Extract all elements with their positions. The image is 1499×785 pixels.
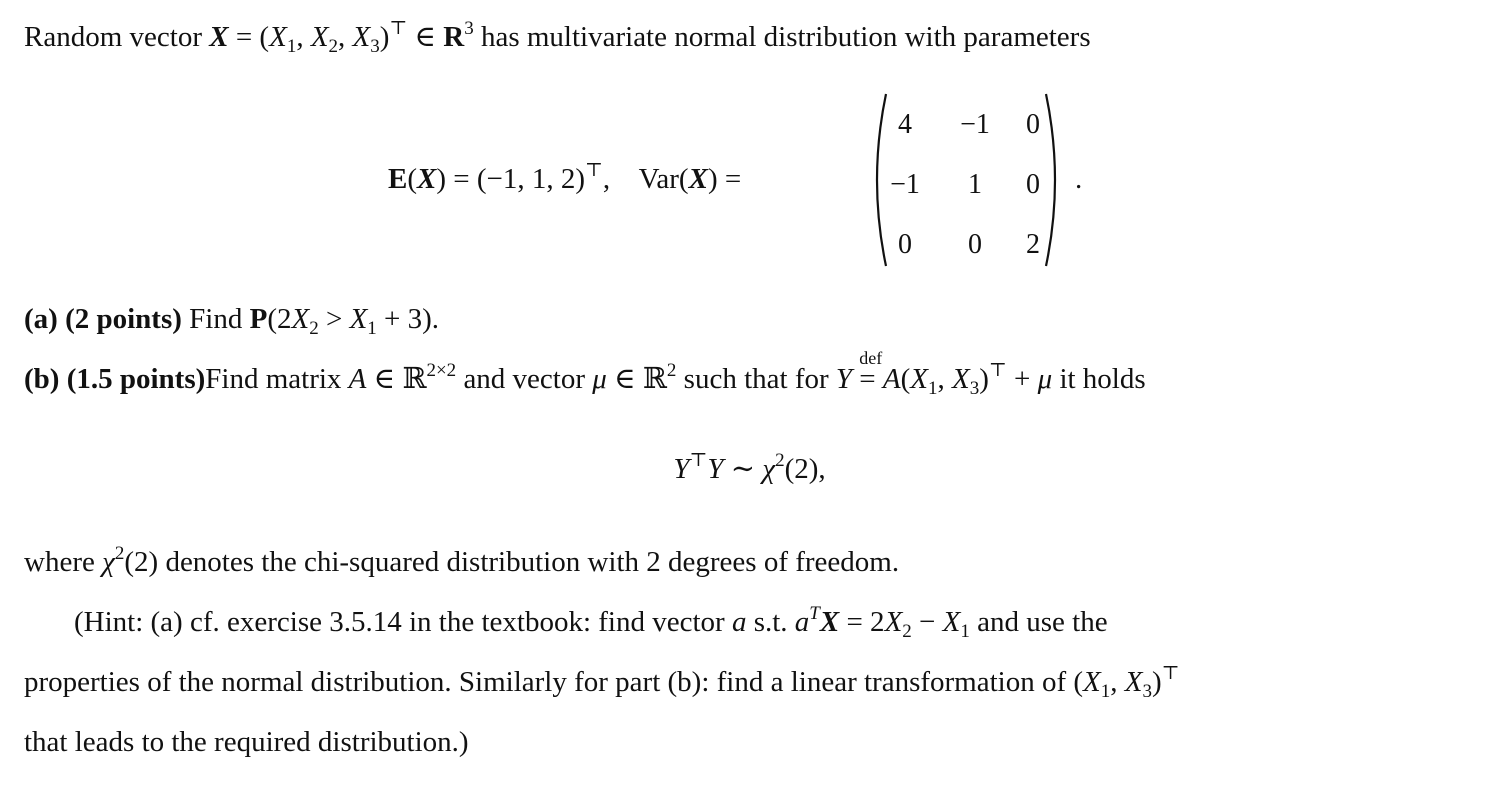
- matrix-cell: 1: [968, 169, 982, 200]
- part-a-label: (a): [24, 303, 58, 335]
- matrix-cell: 2: [1026, 229, 1040, 260]
- matrix-cell: 0: [898, 229, 912, 260]
- variance-label: Var: [638, 163, 679, 195]
- chi-squared-equation: Y⊤Y ∼ $\chi^2(2)$,: [673, 450, 826, 485]
- def-symbol: def: [859, 348, 883, 368]
- intro-text-2: has multivariate normal distribution with parameters: [480, 21, 1091, 53]
- matrix-cell: 0: [968, 229, 982, 260]
- intro-text-1: Random vector: [24, 21, 210, 53]
- matrix-cell: 0: [1026, 169, 1040, 200]
- part-b-label: (b): [24, 363, 60, 395]
- matrix-cell: 0: [1026, 109, 1040, 140]
- part-b: (b) (1.5 points)Find matrix A ∈ ℝ$^{2\times 2}$ and vector μ ∈ ℝ$^2$ such that for Y def = $A(X_1$, $X_3)^⊤ + \mu$ it holds: [24, 348, 1146, 399]
- matrix-cell: −1: [960, 109, 990, 140]
- expectation-label: E: [388, 163, 408, 195]
- covariance-matrix: [866, 92, 1066, 268]
- matrix-cell: 4: [898, 109, 912, 140]
- intro-line: Random vector $X = (X_1$, $X_2$, $X_3)^⊤$ ∈ $R^3$ has multivariate normal distribution with parameters: [24, 18, 1091, 57]
- part-a-text: Find: [181, 303, 250, 335]
- matrix-cell: −1: [890, 169, 920, 200]
- hint-line-3: that leads to the required distribution.): [24, 726, 469, 758]
- mean-vector: (−1, 1, 2): [476, 163, 586, 195]
- part-a: (a) (2 points) Find $P(2X_2 > X_1 + 3)$.: [24, 303, 440, 339]
- hint-line-1: (Hint: (a) cf. exercise 3.5.14 in the textbook: find vector a s.t. $a^TX = 2X_2 - X_1$ and use the: [74, 603, 1108, 642]
- where-line: where $\chi^2(2)$ denotes the chi-squared distribution with 2 degrees of freedom.: [24, 543, 900, 578]
- hint-line-2: properties of the normal distribution. Similarly for part (b): find a linear transformation of ($X_1$, $X_3)^⊤$: [24, 663, 1180, 702]
- part-b-points: (1.5 points): [66, 363, 206, 395]
- part-a-points: (2 points): [65, 303, 182, 335]
- mean-variance-equation: E(X) = (−1, 1, 2)⊤, Var(X) =: [388, 160, 742, 195]
